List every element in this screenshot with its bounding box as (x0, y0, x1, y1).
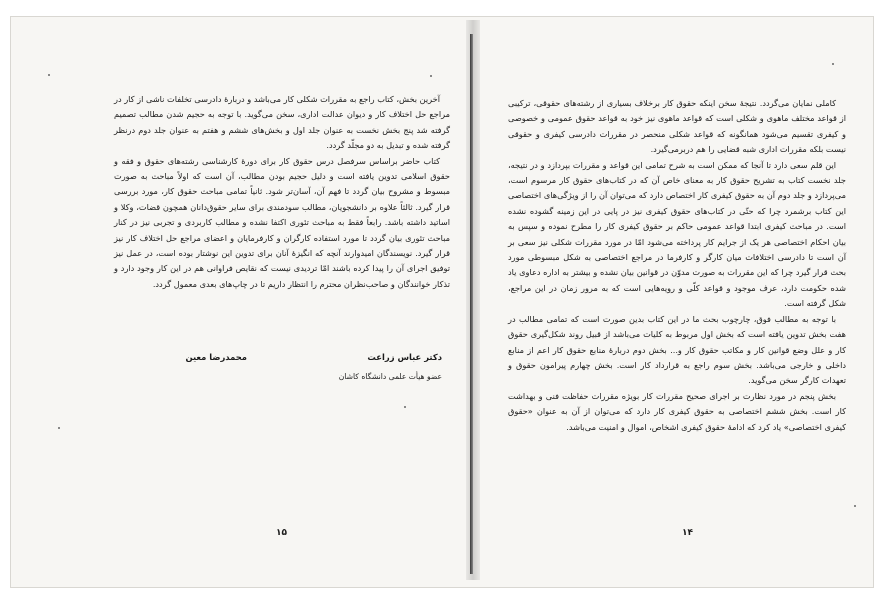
book-binding (470, 34, 473, 574)
scan-speck (404, 406, 406, 408)
scan-speck (58, 427, 60, 429)
right-page-number: ۱۴ (682, 528, 693, 538)
scan-speck (48, 74, 50, 76)
left-page-number: ۱۵ (276, 528, 287, 538)
right-page-text (508, 96, 846, 435)
left-paragraph-2: کتاب حاضر براساس سرفصل درس حقوق کار برای دورهٔ کارشناسی رشته‌های حقوق و فقه و حقوق اسلامی تدوین یافته است و دلیل حجیم بودن مطالب، آن است که اولاً مباحث به صورت مبسوط و مشروح بیان گردد تا فهم آن، آسان‌تر شود. ثانیاً تمامی مباحث حقوق کار، مورد بررسی قرار گیرد. ثالثاً علاوه بر دانشجویان، مطالب سودمندی برای سایر حقوق‌دانان همچون قضات، وکلا و اساتید داشته باشد. رابعاً فقط به مباحث تئوری اکتفا نشده و مطالب کاربردی و تجربی نیز در کنار مباحث تئوری بیان گردد تا مورد استفاده کارگران و کارفرمایان و اعضای مراجع حل اختلاف کار نیز قرار گیرد. نویسندگان امیدوارند آنچه که انگیزهٔ آنان برای تدوین این نوشتار بوده است، در عمل نیز توفیق اجرای آن را پیدا کرده باشند امّا تردیدی نیست که نقایص فراوانی هم در این کار وجود دارد و تذکار خوانندگان و صاحب‌نظران محترم را انتظار داریم تا در چاپ‌های بعدی معمول گردد. (114, 155, 450, 289)
author2-name: محمدرضا معین (185, 352, 247, 362)
right-paragraph-4: بخش پنجم در مورد نظارت بر اجرای صحیح مقررات کار بویژه مقررات حفاظت فنی و بهداشت کار است. بخش ششم اختصاصی به حقوق کیفری کار دارد که می‌توان از آن به عنوان «حقوق کیفری اختصاصی» یاد کرد که ادامهٔ حقوق کیفری اشخاص، اموال و امنیت می‌باشد. (508, 390, 846, 432)
scan-speck (430, 75, 432, 77)
author1-title: عضو هیأت علمی دانشگاه کاشان (338, 372, 442, 381)
right-paragraph-2: این قلم سعی دارد تا آنجا که ممکن است به شرح تمامی این قواعد و مقررات بپردازد و در نتیجه، جلد نخست کتاب به تشریح حقوق کار به معنای خاص آن که در کتاب‌های حقوق کار مرسوم است، می‌پردازد و جلد دوم آن به حقوق کیفری کار اختصاص دارد که می‌توان آن را از ویژگی‌های اختصاصی این کتاب برشمرد چرا که حتّی در کتاب‌های حقوق کیفری نیز در پایی در این زمینه گشوده نشده است. در مباحث کیفری ابتدا قواعد عمومی حاکم بر حقوق کیفری کار را مطرح نموده و سپس به بیان احکام اختصاصی هر یک از جرایم کار پرداخته می‌شود امّا در مورد مقررات شکلی نیز سعی بر آن است تا دادرسی اختلافات میان کارگر و کارفرما در مراجع اختصاصی به شکل مبسوطی مورد بحث قرار گیرد چرا که این مقررات به صورت مدوّن در قوانین بیان نشده و بیشتر به اداره دعاوی یاد شده حکومت دارد، عرف موجود و قواعد کلّی و رویه‌هایی است که به مرور زمان در این مراجع، شکل گرفته است. (508, 159, 846, 309)
left-page-text (114, 92, 450, 292)
left-paragraph-1: آخرین بخش، کتاب راجع به مقررات شکلی کار می‌باشد و دربارهٔ دادرسی تخلفات ناشی از کار در مراجع حل اختلاف کار و دیوان عدالت اداری، سخن می‌گوید. با توجه به حجیم شدن مطالب تصمیم گرفته شد پنج بخش نخست به عنوان جلد اول و بخش‌های ششم و هفتم به عنوان جلد دوم درنظر گرفته شده و تبدیل به دو مجلّد گردد. (114, 94, 450, 151)
gutter-shadow (466, 20, 480, 580)
scan-speck (832, 63, 834, 65)
right-paragraph-3: با توجه به مطالب فوق، چارچوب بحث ما در این کتاب بدین صورت است که تمامی مطالب در هفت بخش تدوین یافته است که بخش اول مربوط به کلیات می‌باشد از قبیل روند شکل‌گیری حقوق کار و علل وضع قوانین کار و مکاتب حقوق کار و... بخش دوم دربارهٔ منابع حقوق کار اعم از منابع داخلی و خارجی می‌باشد. بخش سوم راجع به قرارداد کار است. بخش چهارم پیرامون حقوق و تعهدات کارگر سخن می‌گوید. (508, 313, 846, 386)
author1-name: دکتر عباس زراعت (367, 352, 442, 362)
right-paragraph-1: کاملی نمایان می‌گردد. نتیجهٔ سخن اینکه حقوق کار برخلاف بسیاری از رشته‌های حقوقی، ترکیبی از قواعد مختلف ماهوی و شکلی است که قواعد ماهوی نیز خود به قواعد حقوق عمومی و خصوصی و کیفری تقسیم می‌شود همانگونه که قواعد شکلی منحصر در مقررات دادرسی کیفری و حقوقی نیست بلکه مقررات اداری شبه قضایی را هم دربرمی‌گیرد. (508, 98, 846, 155)
scan-speck (854, 505, 856, 507)
